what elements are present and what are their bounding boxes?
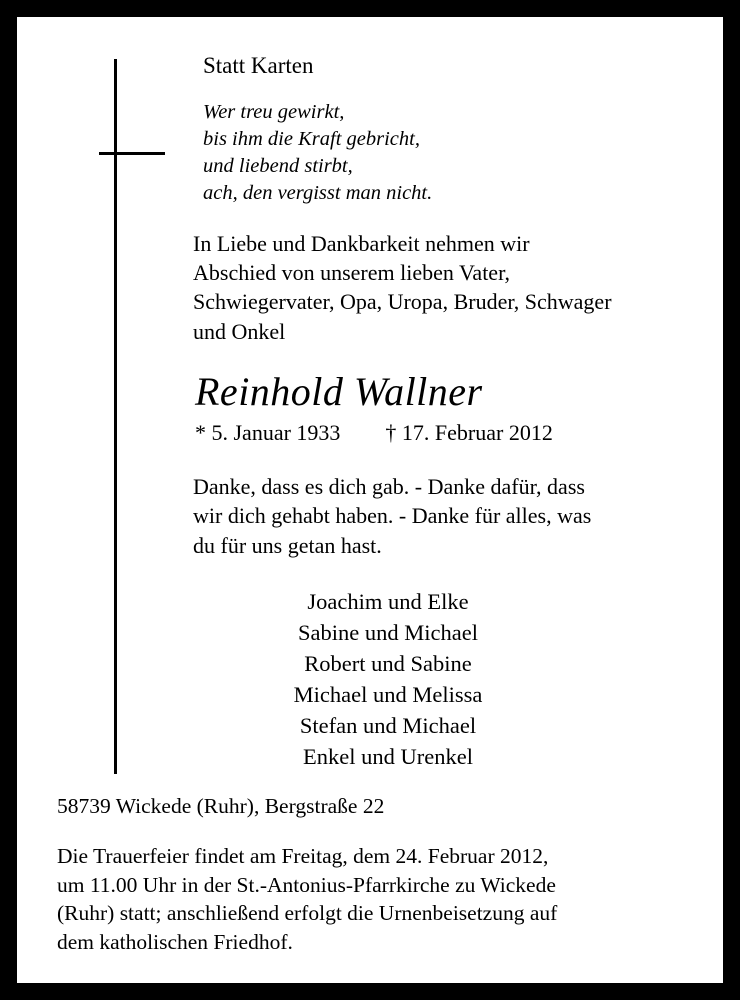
- birth-symbol: *: [195, 419, 206, 445]
- intro-line-4: und Onkel: [193, 318, 286, 344]
- memorial-verse: [203, 99, 683, 206]
- service-line-1: Die Trauerfeier findet am Freitag, dem 24. Februar 2012,: [57, 844, 549, 869]
- family-member-4: Michael und Melissa: [293, 682, 483, 708]
- family-member-6: Enkel und Urenkel: [303, 744, 473, 770]
- thanks-line-3: du für uns getan hast.: [193, 532, 382, 558]
- service-line-3: (Ruhr) statt; anschließend erfolgt die Urnenbeisetzung auf: [57, 901, 558, 926]
- life-dates: [195, 420, 683, 446]
- birth-date: 5. Januar 1933: [211, 419, 341, 445]
- thanks-text: [193, 472, 681, 560]
- death-symbol: †: [385, 419, 397, 445]
- family-member-2: Sabine und Michael: [298, 620, 478, 645]
- thanks-line-2: wir dich gehabt haben. - Danke für alles, was: [193, 503, 592, 529]
- thanks-line-1: Danke, dass es dich gab. - Danke dafür, dass: [193, 474, 585, 500]
- service-line-2: um 11.00 Uhr in der St.-Antonius-Pfarrkirche zu Wickede: [57, 872, 556, 897]
- family-member-5: Stefan und Michael: [299, 713, 477, 739]
- notice-content: [17, 17, 723, 983]
- address-line: 58739 Wickede (Ruhr), Bergstraße 22: [57, 794, 385, 819]
- intro-line-2: Abschied von unserem lieben Vater,: [193, 260, 511, 286]
- verse-line-3: und liebend stirbt,: [203, 155, 353, 178]
- verse-line-2: bis ihm die Kraft gebricht,: [203, 128, 420, 151]
- intro-line-1: In Liebe und Dankbarkeit nehmen wir: [193, 230, 530, 256]
- family-list: [203, 586, 573, 772]
- deceased-name: Reinhold Wallner: [195, 368, 483, 414]
- verse-line-4: ach, den vergisst man nicht.: [203, 181, 433, 204]
- notice-heading: Statt Karten: [203, 53, 314, 78]
- verse-line-1: Wer treu gewirkt,: [203, 101, 345, 124]
- death-date: 17. Februar 2012: [401, 419, 553, 445]
- introduction-text: [193, 229, 681, 346]
- family-member-3: Robert und Sabine: [304, 651, 472, 677]
- notice-border: [14, 14, 726, 986]
- intro-line-3: Schwiegervater, Opa, Uropa, Bruder, Schwager: [193, 289, 612, 315]
- family-member-1: Joachim und Elke: [307, 588, 469, 614]
- service-line-4: dem katholischen Friedhof.: [57, 929, 293, 954]
- funeral-service-details: [57, 842, 681, 956]
